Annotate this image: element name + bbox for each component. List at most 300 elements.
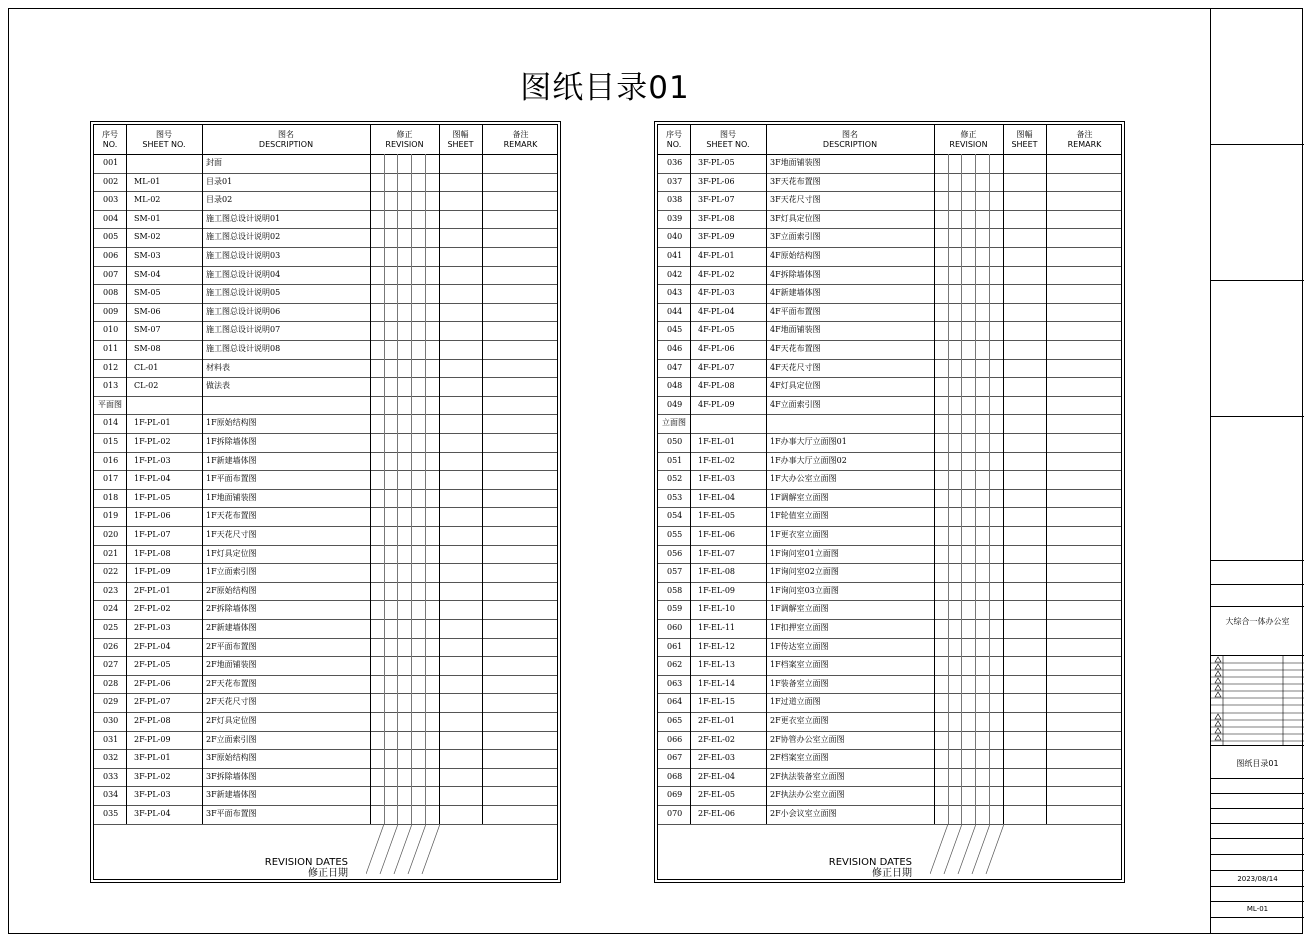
row-description: 做法表 <box>206 381 230 391</box>
sheet-index-table-right <box>654 121 1125 883</box>
row-number: 023 <box>103 585 119 595</box>
row-number: 012 <box>103 362 119 372</box>
row-number: 003 <box>103 195 119 205</box>
row-number: 019 <box>103 511 119 521</box>
table-row <box>658 396 1121 416</box>
table-row <box>658 600 1121 620</box>
row-sheet-no: 4F-PL-02 <box>698 269 735 279</box>
row-number: 015 <box>103 437 119 446</box>
row-number: 017 <box>103 474 119 484</box>
row-number: 033 <box>103 771 119 781</box>
row-sheet-no: 1F-EL-13 <box>698 660 736 670</box>
row-description: 3F拆除墙体图 <box>206 771 257 781</box>
table-row <box>94 396 557 416</box>
table-row <box>94 619 557 639</box>
row-sheet-no: SM-04 <box>134 269 161 279</box>
row-number: 068 <box>667 771 683 781</box>
table-row <box>658 266 1121 286</box>
drawing-name: 图纸目录01 <box>1236 759 1279 768</box>
row-description: 1F装备室立面图 <box>770 678 829 688</box>
row-sheet-no: 2F-EL-03 <box>698 753 736 763</box>
row-number: 029 <box>103 697 119 707</box>
row-number: 054 <box>667 511 683 521</box>
table-row <box>658 545 1121 565</box>
row-description: 施工图总设计说明03 <box>206 251 281 260</box>
row-description: 1F地面铺装图 <box>206 492 257 502</box>
table-row <box>658 786 1121 806</box>
table-row <box>658 731 1121 751</box>
row-number: 立面图 <box>662 418 686 428</box>
row-sheet-no: 1F-EL-06 <box>698 530 736 539</box>
row-description: 3F新建墙体图 <box>206 790 257 800</box>
table-row <box>658 154 1121 174</box>
row-description: 2F天花尺寸图 <box>206 697 257 707</box>
row-number: 018 <box>103 492 119 502</box>
row-description: 3F天花尺寸图 <box>770 195 821 205</box>
header-text: DESCRIPTION <box>258 139 314 149</box>
header-remark <box>1046 125 1123 154</box>
row-description: 施工图总设计说明05 <box>206 288 281 298</box>
table-row <box>658 712 1121 732</box>
row-description: 1F立面索引图 <box>206 567 257 577</box>
row-number: 045 <box>667 325 683 335</box>
row-number: 059 <box>667 604 683 614</box>
header-text: SHEET NO. <box>706 139 750 149</box>
table-row <box>658 805 1121 825</box>
row-sheet-no: SM-02 <box>134 232 161 242</box>
revision-diagonal-icon <box>930 824 1010 874</box>
row-number: 067 <box>667 753 683 763</box>
table-row <box>658 526 1121 546</box>
row-sheet-no: 4F-PL-08 <box>698 381 735 391</box>
row-description: 目录01 <box>206 176 233 186</box>
row-sheet-no: 2F-PL-03 <box>134 623 171 632</box>
row-number: 030 <box>103 716 119 725</box>
table-row <box>658 173 1121 193</box>
row-number: 058 <box>667 585 683 595</box>
table-row <box>94 173 557 193</box>
table-row <box>658 582 1121 602</box>
table-row <box>94 786 557 806</box>
row-number: 平面图 <box>98 399 122 409</box>
row-sheet-no: 1F-PL-01 <box>134 418 171 428</box>
table-row <box>658 656 1121 676</box>
table-row <box>658 749 1121 769</box>
row-description: 3F原始结构图 <box>206 753 257 763</box>
title-block <box>1210 8 1304 934</box>
row-number: 049 <box>667 399 683 409</box>
row-number: 034 <box>103 790 119 800</box>
table-row <box>94 247 557 267</box>
row-number: 027 <box>103 660 119 670</box>
row-description: 4F拆除墙体图 <box>770 269 821 279</box>
revision-dates-label <box>244 857 348 879</box>
row-sheet-no: SM-06 <box>134 306 161 316</box>
revision-subcolumn <box>384 154 385 824</box>
row-description: 1F天花布置图 <box>206 511 257 521</box>
header-desc <box>202 125 370 154</box>
row-description: 4F地面铺装图 <box>770 325 821 335</box>
row-sheet-no: 2F-EL-05 <box>698 790 736 800</box>
row-sheet-no: 1F-EL-07 <box>698 548 736 558</box>
row-sheet-no: 3F-PL-07 <box>698 195 735 205</box>
table-row <box>94 693 557 713</box>
row-description: 2F档案室立面图 <box>770 753 829 763</box>
row-number: 043 <box>667 288 683 298</box>
table-row <box>94 507 557 527</box>
row-description: 2F灯具定位图 <box>206 716 257 725</box>
row-sheet-no: 1F-EL-05 <box>698 511 736 521</box>
table-row <box>658 191 1121 211</box>
row-number: 057 <box>667 567 683 577</box>
row-number: 024 <box>103 604 119 614</box>
row-sheet-no: ML-02 <box>134 195 161 205</box>
row-description: 施工图总设计说明04 <box>206 269 281 279</box>
row-number: 020 <box>103 530 119 539</box>
table-row <box>658 433 1121 453</box>
table-row <box>658 414 1121 434</box>
row-description: 4F原始结构图 <box>770 251 821 260</box>
row-description: 1F过道立面图 <box>770 697 821 707</box>
header-text: 图名 <box>278 129 294 139</box>
header-text: 图幅 <box>452 129 469 139</box>
row-description: 1F扣押室立面图 <box>770 623 829 632</box>
row-sheet-no: 1F-EL-12 <box>698 641 736 651</box>
row-sheet-no: 1F-EL-10 <box>698 604 736 614</box>
header-text: REMARK <box>503 139 538 149</box>
row-description: 3F立面索引图 <box>770 232 821 242</box>
row-description: 施工图总设计说明02 <box>206 232 281 242</box>
row-number: 055 <box>667 530 683 539</box>
row-description: 1F拆除墙体图 <box>206 437 257 446</box>
row-description: 4F灯具定位图 <box>770 381 821 391</box>
column-divider <box>934 125 935 824</box>
header-text: 序号 <box>102 129 118 139</box>
table-row <box>94 377 557 397</box>
row-description: 4F天花布置图 <box>770 344 821 353</box>
header-text: 图幅 <box>1016 129 1033 139</box>
row-sheet-no: 4F-PL-09 <box>698 399 735 409</box>
header-text: 备注 <box>1076 129 1093 139</box>
row-number: 002 <box>103 176 119 186</box>
row-number: 037 <box>667 176 683 186</box>
column-divider <box>482 125 483 824</box>
row-number: 006 <box>103 251 119 260</box>
row-sheet-no: 4F-PL-06 <box>698 344 735 353</box>
table-row <box>658 693 1121 713</box>
revision-subcolumn <box>961 154 962 824</box>
row-description: 4F立面索引图 <box>770 399 821 409</box>
table-row <box>94 266 557 286</box>
row-sheet-no: SM-01 <box>134 213 161 223</box>
row-description: 2F平面布置图 <box>206 641 257 651</box>
row-sheet-no: 2F-PL-07 <box>134 697 171 707</box>
row-number: 070 <box>667 809 683 818</box>
table-row <box>658 563 1121 583</box>
table-row <box>94 582 557 602</box>
row-description: 3F平面布置图 <box>206 809 257 818</box>
row-sheet-no: 1F-EL-04 <box>698 492 736 502</box>
column-divider <box>126 125 127 824</box>
row-sheet-no: 1F-EL-15 <box>698 697 736 707</box>
row-number: 001 <box>103 158 119 167</box>
revision-dates-text: REVISION DATES <box>264 856 348 868</box>
row-number: 060 <box>667 623 683 632</box>
table-row <box>658 359 1121 379</box>
row-description: 施工图总设计说明01 <box>206 213 281 223</box>
table-row <box>94 359 557 379</box>
row-number: 016 <box>103 455 119 465</box>
row-sheet-no: 2F-PL-02 <box>134 604 171 614</box>
table-row <box>94 545 557 565</box>
row-number: 035 <box>103 809 119 818</box>
header-text: NO. <box>666 139 682 149</box>
row-sheet-no: 3F-PL-01 <box>134 753 171 763</box>
row-number: 026 <box>103 641 119 651</box>
row-description: 1F调解室立面图 <box>770 604 829 614</box>
table-row <box>94 470 557 490</box>
header-text: 修正 <box>396 129 413 139</box>
row-sheet-no: 1F-EL-02 <box>698 455 736 465</box>
row-description: 3F地面铺装图 <box>770 158 821 167</box>
row-sheet-no: 3F-PL-08 <box>698 213 735 223</box>
row-number: 004 <box>103 213 119 223</box>
row-description: 2F执法办公室立面图 <box>770 790 845 800</box>
header-text: 备注 <box>512 129 529 139</box>
row-description: 1F平面布置图 <box>206 474 257 484</box>
row-description: 1F办事大厅立面图02 <box>770 455 847 465</box>
row-description: 3F天花布置图 <box>770 176 821 186</box>
header-text: DESCRIPTION <box>822 139 878 149</box>
table-row <box>94 452 557 472</box>
row-sheet-no: 1F-PL-04 <box>134 474 171 484</box>
table-row <box>658 768 1121 788</box>
row-description: 4F新建墙体图 <box>770 288 821 298</box>
sheet-index-table-left <box>90 121 561 883</box>
row-description: 施工图总设计说明06 <box>206 306 281 316</box>
row-description: 2F原始结构图 <box>206 585 257 595</box>
header-sheet-no <box>126 125 202 154</box>
header-text: 图号 <box>156 129 172 139</box>
revision-subcolumn <box>989 154 990 824</box>
table-row <box>94 340 557 360</box>
row-sheet-no: 2F-PL-09 <box>134 734 171 744</box>
table-row <box>94 303 557 323</box>
row-sheet-no: 2F-PL-04 <box>134 641 171 651</box>
column-divider <box>202 125 203 824</box>
row-sheet-no: 2F-PL-05 <box>134 660 171 670</box>
row-description: 目录02 <box>206 195 233 205</box>
revision-dates-text: 修正日期 <box>308 867 348 879</box>
row-number: 011 <box>103 344 119 353</box>
row-number: 039 <box>667 213 683 223</box>
row-description: 施工图总设计说明07 <box>206 325 281 335</box>
table-row <box>94 805 557 825</box>
table-row <box>94 433 557 453</box>
row-sheet-no: 1F-PL-07 <box>134 530 171 539</box>
revision-grid-icon <box>1211 655 1304 745</box>
row-sheet-no: 2F-PL-08 <box>134 716 171 725</box>
row-number: 042 <box>667 269 683 279</box>
row-description: 2F地面铺装图 <box>206 660 257 670</box>
row-number: 036 <box>667 158 683 167</box>
row-sheet-no: 4F-PL-03 <box>698 288 735 298</box>
row-description: 1F原始结构图 <box>206 418 257 428</box>
table-row <box>658 340 1121 360</box>
row-number: 040 <box>667 232 683 242</box>
header-text: REMARK <box>1067 139 1102 149</box>
table-row <box>94 656 557 676</box>
revision-diagonal-icon <box>366 824 446 874</box>
row-description: 2F立面索引图 <box>206 734 257 744</box>
table-row <box>658 210 1121 230</box>
row-number: 008 <box>103 288 119 298</box>
row-sheet-no: 2F-EL-02 <box>698 734 736 744</box>
table-row <box>94 154 557 174</box>
row-sheet-no: SM-03 <box>134 251 161 260</box>
row-description: 1F大办公室立面图 <box>770 474 837 484</box>
row-number: 010 <box>103 325 119 335</box>
row-description: 2F更衣室立面图 <box>770 716 829 725</box>
row-number: 050 <box>667 437 683 446</box>
row-description: 2F执法装备室立面图 <box>770 771 845 781</box>
table-row <box>94 191 557 211</box>
table-header <box>658 125 1121 155</box>
row-description: 3F灯具定位图 <box>770 213 821 223</box>
header-no <box>94 125 126 154</box>
row-number: 021 <box>103 548 119 558</box>
header-text: REVISION <box>949 139 988 149</box>
project-name: 大综合一体办公室 <box>1225 617 1290 626</box>
row-sheet-no: 1F-PL-02 <box>134 437 171 446</box>
row-number: 056 <box>667 548 683 558</box>
row-sheet-no: 4F-PL-01 <box>698 251 735 260</box>
column-divider <box>766 125 767 824</box>
table-row <box>658 377 1121 397</box>
row-number: 032 <box>103 753 119 763</box>
revision-dates-text: 修正日期 <box>872 867 912 879</box>
row-sheet-no: 3F-PL-09 <box>698 232 735 242</box>
row-number: 047 <box>667 362 683 372</box>
table-row <box>94 563 557 583</box>
table-row <box>658 228 1121 248</box>
column-divider <box>1046 125 1047 824</box>
row-number: 031 <box>103 734 119 744</box>
table-row <box>658 489 1121 509</box>
table-row <box>658 321 1121 341</box>
row-sheet-no: SM-08 <box>134 344 161 353</box>
table-row <box>658 452 1121 472</box>
table-row <box>94 210 557 230</box>
row-sheet-no: 1F-EL-09 <box>698 585 736 595</box>
revision-subcolumn <box>411 154 412 824</box>
row-number: 063 <box>667 678 683 688</box>
row-number: 048 <box>667 381 683 391</box>
row-description: 1F灯具定位图 <box>206 548 257 558</box>
header-rev <box>370 125 439 154</box>
row-number: 052 <box>667 474 683 484</box>
table-row <box>658 675 1121 695</box>
row-description: 1F询问室03立面图 <box>770 585 839 595</box>
row-sheet-no: 1F-EL-08 <box>698 567 736 577</box>
column-divider <box>690 125 691 824</box>
row-sheet-no: 3F-PL-06 <box>698 176 735 186</box>
row-description: 2F拆除墙体图 <box>206 604 257 614</box>
revision-dates-text: REVISION DATES <box>828 856 912 868</box>
row-number: 009 <box>103 306 119 316</box>
header-no <box>658 125 690 154</box>
row-sheet-no: 2F-PL-01 <box>134 585 171 595</box>
row-number: 013 <box>103 381 119 391</box>
row-sheet-no: 3F-PL-05 <box>698 158 735 167</box>
row-sheet-no: 2F-PL-06 <box>134 678 171 688</box>
row-description: 2F天花布置图 <box>206 678 257 688</box>
table-row <box>94 321 557 341</box>
row-number: 062 <box>667 660 683 670</box>
row-description: 1F传达室立面图 <box>770 641 829 651</box>
row-sheet-no: SM-05 <box>134 288 161 298</box>
table-row <box>94 414 557 434</box>
header-text: NO. <box>102 139 118 149</box>
row-sheet-no: SM-07 <box>134 325 161 335</box>
drawing-number: ML-01 <box>1246 905 1269 913</box>
row-sheet-no: 1F-EL-01 <box>698 437 736 446</box>
row-number: 046 <box>667 344 683 353</box>
table-row <box>94 489 557 509</box>
header-desc <box>766 125 934 154</box>
table-row <box>658 284 1121 304</box>
row-number: 025 <box>103 623 119 632</box>
table-row <box>94 675 557 695</box>
revision-subcolumn <box>397 154 398 824</box>
header-sheet <box>439 125 482 154</box>
column-divider <box>1003 125 1004 824</box>
revision-dates-label <box>808 857 912 879</box>
header-text: SHEET <box>447 139 474 149</box>
table-row <box>94 600 557 620</box>
table-row <box>94 749 557 769</box>
row-sheet-no: ML-01 <box>134 176 161 186</box>
header-sheet <box>1003 125 1046 154</box>
row-description: 1F调解室立面图 <box>770 492 829 502</box>
table-row <box>94 638 557 658</box>
row-sheet-no: 1F-EL-03 <box>698 474 736 484</box>
row-sheet-no: 4F-PL-07 <box>698 362 735 372</box>
row-description: 1F新建墙体图 <box>206 455 257 465</box>
table-header <box>94 125 557 155</box>
row-description: 1F办事大厅立面图01 <box>770 437 847 446</box>
row-description: 2F协管办公室立面图 <box>770 734 845 744</box>
row-number: 028 <box>103 678 119 688</box>
table-row <box>94 526 557 546</box>
row-description: 1F更衣室立面图 <box>770 530 829 539</box>
row-description: 1F询问室01立面图 <box>770 548 839 558</box>
row-sheet-no: CL-02 <box>134 381 159 391</box>
row-number: 044 <box>667 306 683 316</box>
row-sheet-no: 1F-PL-08 <box>134 548 171 558</box>
row-sheet-no: 1F-EL-14 <box>698 678 736 688</box>
column-divider <box>439 125 440 824</box>
row-number: 069 <box>667 790 683 800</box>
row-number: 066 <box>667 734 683 744</box>
row-number: 022 <box>103 567 119 577</box>
header-text: REVISION <box>385 139 424 149</box>
table-row <box>94 731 557 751</box>
row-sheet-no: 1F-PL-09 <box>134 567 171 577</box>
header-rev <box>934 125 1003 154</box>
row-sheet-no: 2F-EL-06 <box>698 809 736 818</box>
row-sheet-no: CL-01 <box>134 362 159 372</box>
